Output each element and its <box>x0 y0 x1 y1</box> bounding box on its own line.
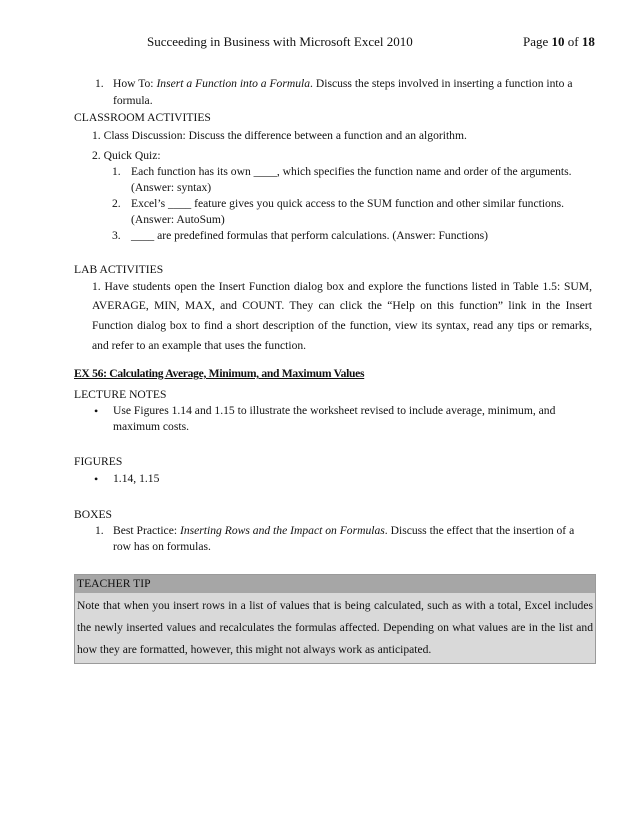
page-of: of <box>567 34 579 49</box>
boxes-italic: Inserting Rows and the Impact on Formulas <box>179 524 385 537</box>
figures-item: 1.14, 1.15 <box>113 472 160 485</box>
lecture-line-2: maximum costs. <box>113 420 189 433</box>
document-title: Succeeding in Business with Microsoft Excel 2010 <box>147 34 413 49</box>
teacher-tip-box <box>74 574 596 664</box>
classroom-heading: CLASSROOM ACTIVITIES <box>74 111 211 124</box>
boxes-heading: BOXES <box>74 508 113 521</box>
lab-line-4: and refer to an example that uses the function. <box>92 339 307 352</box>
page-current: 10 <box>551 34 565 49</box>
howto-continuation: formula. <box>113 94 153 107</box>
lecture-line-1: Use Figures 1.14 and 1.15 to illustrate the worksheet revised to include average, minimum, and <box>113 404 556 417</box>
boxes-rest: . Discuss the effect that the insertion of a <box>384 524 575 537</box>
quiz-2-text: Excel’s ____ feature gives you quick access to the SUM function and other similar functions. <box>131 197 565 210</box>
quiz-1-number: 1. <box>112 165 121 178</box>
boxes-lead: Best Practice: <box>113 524 178 537</box>
page-number <box>523 34 595 50</box>
quiz-3-text: ____ are predefined formulas that perform calculations. (Answer: Functions) <box>131 229 489 242</box>
quiz-1-text: Each function has its own ____, which specifies the function name and order of the arguments. <box>131 165 572 178</box>
quiz-2-number: 2. <box>112 197 121 210</box>
boxes-continuation: row has on formulas. <box>113 540 211 553</box>
page-prefix: Page <box>523 34 549 49</box>
howto-number: 1. <box>95 77 104 90</box>
classroom-item-1: 1. Class Discussion: Discuss the difference between a function and an algorithm. <box>92 129 467 142</box>
teacher-tip-body: Note that when you insert rows in a list of values that is being calculated, such as with a total, Excel includes the newly inserted values and recalculates the formulas affected. Depending on what values are in the list and how they are formatted, however, this might not always work as anticipated. <box>75 593 595 663</box>
quiz-1-answer: (Answer: syntax) <box>131 181 212 194</box>
quiz-3-number: 3. <box>112 229 121 242</box>
lecture-heading: LECTURE NOTES <box>74 388 167 401</box>
quiz-2-answer: (Answer: AutoSum) <box>131 213 225 226</box>
teacher-tip-heading: TEACHER TIP <box>75 575 595 593</box>
howto-line <box>113 76 572 92</box>
classroom-item-2: 2. Quick Quiz: <box>92 149 161 162</box>
lab-line-2: AVERAGE, MIN, MAX, and COUNT. They can click the “Help on this function” link in the Insert <box>92 299 592 312</box>
figures-bullet: • <box>94 472 99 486</box>
lecture-bullet: • <box>94 404 99 418</box>
section-title: EX 56: Calculating Average, Minimum, and Maximum Values <box>74 367 365 380</box>
lab-line-3: Function dialog box to find a short description of the function, view its syntax, read any tips or remarks, <box>92 319 592 332</box>
howto-italic: Insert a Function into a Formula <box>156 77 311 90</box>
boxes-number: 1. <box>95 524 104 537</box>
howto-rest: . Discuss the steps involved in inserting a function into a <box>310 77 573 90</box>
page-total: 18 <box>581 34 595 49</box>
figures-heading: FIGURES <box>74 455 123 468</box>
lab-heading: LAB ACTIVITIES <box>74 263 164 276</box>
lab-line-1: 1. Have students open the Insert Function dialog box and explore the functions listed in Table 1.5: SUM, <box>92 280 592 293</box>
boxes-line <box>113 523 574 539</box>
howto-lead: How To: <box>113 77 154 90</box>
